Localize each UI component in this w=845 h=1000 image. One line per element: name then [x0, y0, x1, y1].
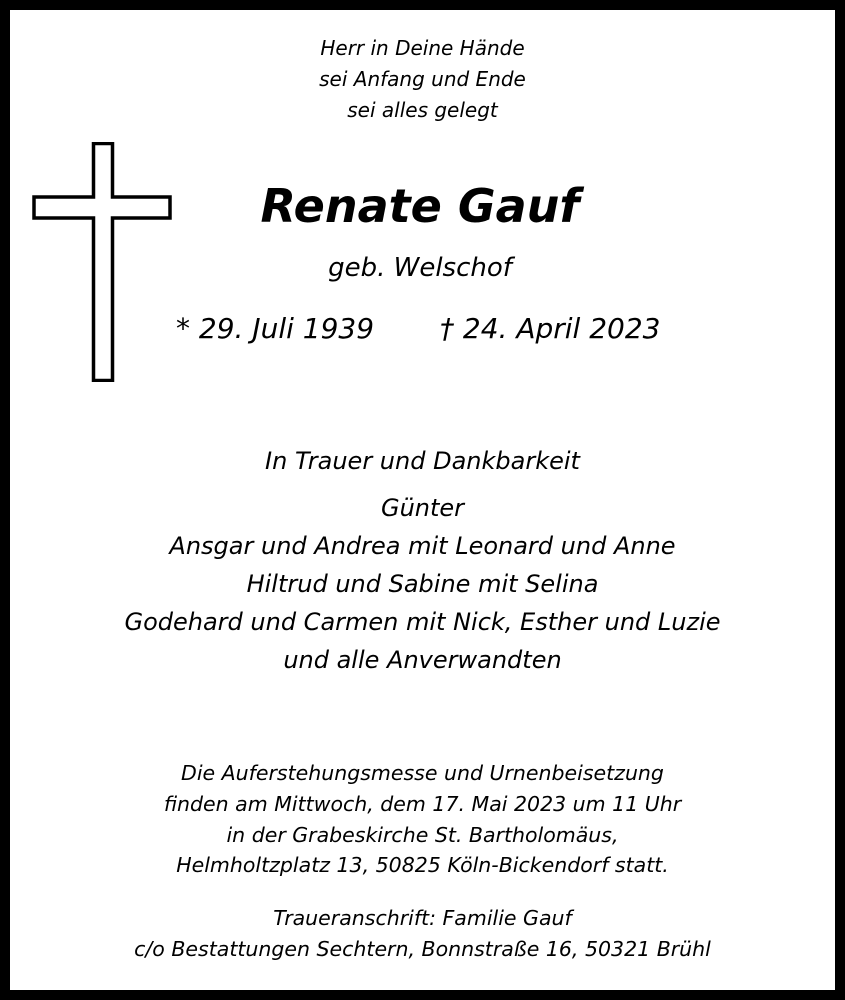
verse-line-1: Herr in Deine Hände	[320, 36, 525, 60]
mourner-line-5: und alle Anverwandten	[283, 646, 562, 674]
verse-line-3: sei alles gelegt	[347, 98, 498, 122]
address-line-1: Traueranschrift: Familie Gauf	[273, 906, 572, 930]
service-line-4: Helmholtzplatz 13, 50825 Köln-Bickendorf statt.	[176, 853, 669, 877]
mourner-line-3: Hiltrud und Sabine mit Selina	[246, 570, 599, 598]
birth-name: geb. Welschof	[328, 253, 512, 283]
death-date: † 24. April 2023	[440, 312, 661, 345]
service-line-2: finden am Mittwoch, dem 17. Mai 2023 um 11 Uhr	[163, 792, 682, 816]
mourner-line-2: Ansgar und Andrea mit Leonard und Anne	[169, 532, 676, 560]
deceased-name: Renate Gauf	[260, 179, 580, 233]
mourner-line-1: Günter	[380, 494, 465, 522]
mourners-intro: In Trauer und Dankbarkeit	[265, 447, 580, 475]
service-line-1: Die Auferstehungsmesse und Urnenbeisetzung	[181, 761, 664, 785]
verse-line-2: sei Anfang und Ende	[319, 67, 526, 91]
mourner-line-4: Godehard und Carmen mit Nick, Esther und Luzie	[124, 608, 721, 636]
service-line-3: in der Grabeskirche St. Bartholomäus,	[226, 823, 619, 847]
address-line-2: c/o Bestattungen Sechtern, Bonnstraße 16, 50321 Brühl	[134, 937, 711, 961]
birth-date: * 29. Juli 1939	[176, 312, 375, 345]
